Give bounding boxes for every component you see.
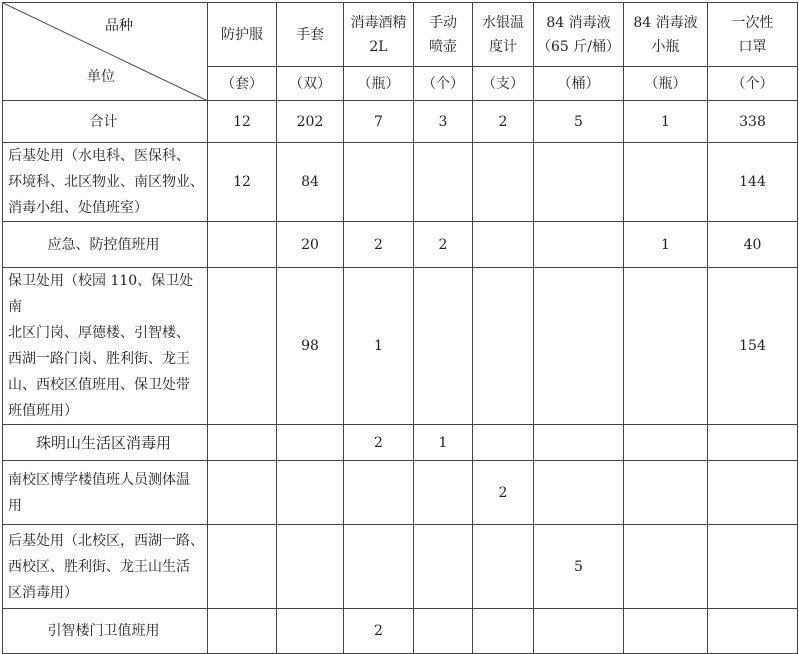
- value-cell: [473, 222, 534, 268]
- value-cell: 84: [277, 143, 344, 222]
- unit-cell: （套）: [208, 67, 277, 101]
- value-cell: [534, 461, 624, 525]
- value-cell: [208, 222, 277, 268]
- column-header-protective-suit: 防护服: [208, 3, 277, 67]
- unit-cell: （瓶）: [344, 67, 414, 101]
- value-cell: 2: [344, 425, 414, 461]
- row-label: [3, 268, 208, 425]
- corner-header-cell: [3, 3, 208, 101]
- value-cell: [473, 525, 534, 609]
- value-cell: [534, 609, 624, 654]
- column-header-thermometer: 水银温 度计: [473, 3, 534, 67]
- column-header-mask: 一次性 口罩: [708, 3, 798, 67]
- value-cell: 40: [708, 222, 798, 268]
- value-cell: 5: [534, 101, 624, 143]
- row-label-line: 保卫处用（校园 110、保卫处南: [8, 273, 194, 315]
- corner-unit-label: 单位: [87, 69, 115, 85]
- value-cell: 5: [534, 525, 624, 609]
- value-cell: 3: [414, 101, 473, 143]
- value-cell: [414, 609, 473, 654]
- unit-cell: （支）: [473, 67, 534, 101]
- row-label-line: 北区门岗、厚德楼、引智楼、: [8, 325, 190, 341]
- value-cell: 338: [708, 101, 798, 143]
- row-label-line: 环境科、北区物业、南区物业、: [8, 174, 204, 190]
- row-label-line: 区消毒用）: [8, 584, 78, 601]
- unit-cell: （双）: [277, 67, 344, 101]
- value-cell: 1: [414, 425, 473, 461]
- column-header-84-bottle: 84 消毒液 小瓶: [624, 3, 708, 67]
- value-cell: [208, 461, 277, 525]
- value-cell: [208, 525, 277, 609]
- value-cell: [473, 425, 534, 461]
- value-cell: [344, 143, 414, 222]
- row-label: 合计: [3, 101, 208, 143]
- value-cell: 1: [624, 101, 708, 143]
- column-header-alcohol: 消毒酒精 2L: [344, 3, 414, 67]
- value-cell: [344, 525, 414, 609]
- row-label-line: 西湖一路门岗、胜利街、龙王: [8, 351, 190, 367]
- supplies-table: [2, 2, 798, 654]
- table-row: [3, 609, 798, 654]
- value-cell: 2: [344, 609, 414, 654]
- value-cell: 2: [344, 222, 414, 268]
- column-header-gloves: 手套: [277, 3, 344, 67]
- value-cell: [534, 222, 624, 268]
- column-header-sprayer: 手动 喷壶: [414, 3, 473, 67]
- value-cell: [208, 609, 277, 654]
- unit-cell: （桶）: [534, 67, 624, 101]
- unit-cell: （瓶）: [624, 67, 708, 101]
- row-label-line: 班值班用）: [8, 403, 78, 419]
- header-name-row: [3, 3, 798, 67]
- table-row: [3, 525, 798, 609]
- value-cell: [414, 143, 473, 222]
- value-cell: [708, 525, 798, 609]
- value-cell: 2: [473, 461, 534, 525]
- row-label: 应急、防控值班用: [3, 222, 208, 268]
- value-cell: 2: [414, 222, 473, 268]
- row-label-line: 后基处用（北校区，西湖一路、: [8, 532, 204, 549]
- row-label-line: 消毒小组、处值班室）: [8, 200, 148, 216]
- value-cell: [414, 461, 473, 525]
- value-cell: [473, 268, 534, 425]
- value-cell: 144: [708, 143, 798, 222]
- value-cell: [277, 461, 344, 525]
- value-cell: [277, 425, 344, 461]
- unit-cell: （个）: [708, 67, 798, 101]
- value-cell: 12: [208, 143, 277, 222]
- value-cell: [624, 609, 708, 654]
- value-cell: [624, 461, 708, 525]
- corner-variety-label: 品种: [105, 18, 133, 34]
- row-label: [3, 525, 208, 609]
- row-label-line: 山、西校区值班用、保卫处带: [8, 377, 190, 393]
- value-cell: [208, 268, 277, 425]
- value-cell: [277, 609, 344, 654]
- row-label-line: 南校区博学楼值班人员测体温: [8, 471, 190, 488]
- total-row: [3, 101, 798, 143]
- value-cell: 1: [344, 268, 414, 425]
- value-cell: [208, 425, 277, 461]
- table-row: [3, 461, 798, 525]
- value-cell: [534, 268, 624, 425]
- table-row: [3, 268, 798, 425]
- value-cell: 98: [277, 268, 344, 425]
- value-cell: [708, 461, 798, 525]
- row-label-line: 后基处用（水电科、医保科、: [8, 148, 190, 164]
- value-cell: [414, 525, 473, 609]
- value-cell: [624, 425, 708, 461]
- value-cell: 154: [708, 268, 798, 425]
- value-cell: 2: [473, 101, 534, 143]
- row-label-line: 西校区、胜利街、龙王山生活: [8, 558, 190, 575]
- value-cell: 12: [208, 101, 277, 143]
- value-cell: 20: [277, 222, 344, 268]
- table-row: [3, 222, 798, 268]
- value-cell: [534, 143, 624, 222]
- value-cell: [624, 525, 708, 609]
- table-row: [3, 425, 798, 461]
- value-cell: 1: [624, 222, 708, 268]
- table-row: [3, 143, 798, 222]
- value-cell: [534, 425, 624, 461]
- value-cell: [624, 143, 708, 222]
- value-cell: [624, 268, 708, 425]
- value-cell: [277, 525, 344, 609]
- value-cell: [344, 461, 414, 525]
- row-label: [3, 461, 208, 525]
- value-cell: [708, 609, 798, 654]
- row-label: 珠明山生活区消毒用: [3, 425, 208, 461]
- unit-cell: （个）: [414, 67, 473, 101]
- row-label: [3, 143, 208, 222]
- value-cell: [473, 609, 534, 654]
- row-label-line: 用: [8, 497, 22, 514]
- row-label: 引智楼门卫值班用: [3, 609, 208, 654]
- value-cell: [414, 268, 473, 425]
- value-cell: 7: [344, 101, 414, 143]
- value-cell: [708, 425, 798, 461]
- column-header-84-barrel: 84 消毒液 （65 斤/桶）: [534, 3, 624, 67]
- value-cell: 202: [277, 101, 344, 143]
- value-cell: [473, 143, 534, 222]
